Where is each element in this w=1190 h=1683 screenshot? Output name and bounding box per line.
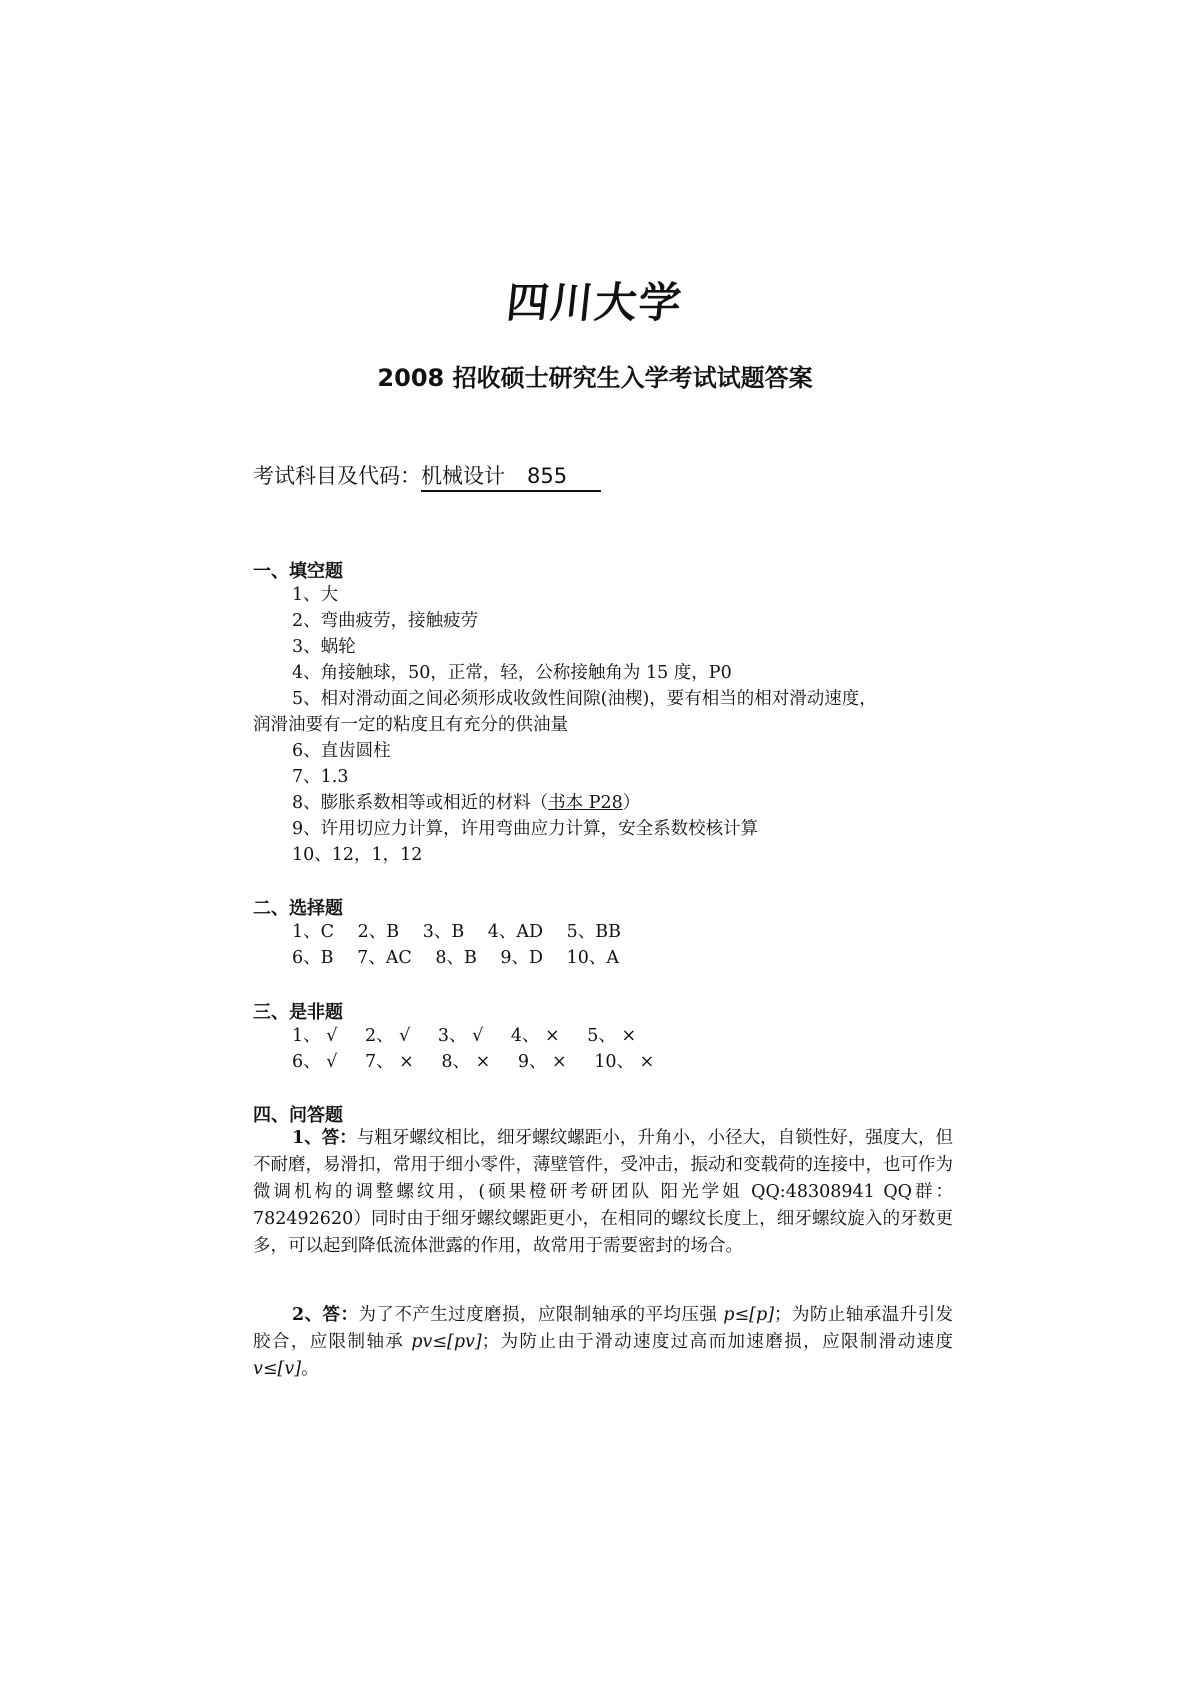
answer-text: ；为防止轴承温升引发胶合，应限制轴承 bbox=[253, 1305, 954, 1352]
true-false-answer: 6、 √ bbox=[292, 1052, 338, 1072]
choice-answer: 3、B bbox=[422, 922, 465, 942]
item8-reference: 书本 P28 bbox=[548, 793, 623, 813]
true-false-row-2 bbox=[292, 1050, 676, 1075]
list-item: 2、弯曲疲劳，接触疲劳 bbox=[292, 611, 479, 631]
true-false-answer: 9、 × bbox=[517, 1052, 567, 1072]
subject-line bbox=[253, 460, 601, 492]
list-item: 6、直齿圆柱 bbox=[292, 741, 391, 761]
exam-title: 2008 招收硕士研究生入学考试试题答案 bbox=[377, 364, 813, 392]
subject-value bbox=[421, 462, 601, 492]
list-item: 4、角接触球，50，正常，轻，公称接触角为 15 度，P0 bbox=[292, 663, 732, 683]
list-item: 3、蜗轮 bbox=[292, 637, 356, 657]
answer-paragraph-2 bbox=[253, 1302, 953, 1383]
answer-paragraph-1 bbox=[253, 1125, 953, 1260]
formula: pv≤[pv] bbox=[411, 1332, 482, 1352]
answer-text: 与粗牙螺纹相比，细牙螺纹螺距小，升角小，小径大，自锁性好，强度大，但不耐磨，易滑扣，常用于细小零件，薄壁管件，受冲击，振动和变载荷的连接中，也可作为微调机构的调整螺纹用，(硕果橙研考研团队 阳光学姐 QQ:48308941 QQ群：782492620）同时由于细牙螺纹螺距更小，在相同的螺纹长度上，细牙螺纹旋入的牙数更多，可以起到降低流体泄露的作用，故常用于需要密封的场合。 bbox=[253, 1128, 953, 1256]
university-title: 四川大学 bbox=[504, 278, 686, 327]
subject-name: 机械设计 bbox=[421, 464, 505, 488]
true-false-answer: 10、 × bbox=[594, 1052, 655, 1072]
list-item: 1、大 bbox=[292, 585, 339, 605]
choice-answer: 7、AC bbox=[357, 948, 412, 968]
true-false-row-1 bbox=[292, 1024, 658, 1049]
choice-answer: 5、BB bbox=[566, 922, 622, 942]
answer-text: 为了不产生过度磨损，应限制轴承的平均压强 bbox=[358, 1305, 724, 1325]
answer-label: 2、答： bbox=[292, 1305, 359, 1325]
list-item: 5、相对滑动面之间必须形成收敛性间隙(油楔)，要有相当的相对滑动速度， bbox=[292, 689, 877, 709]
formula: p≤[p] bbox=[723, 1305, 775, 1325]
answer-label: 1、答： bbox=[292, 1128, 357, 1148]
answer-text: ；为防止由于滑动速度过高而加速磨损，应限制滑动速度 bbox=[481, 1332, 954, 1352]
section-heading-multiple-choice: 二、选择题 bbox=[253, 898, 343, 919]
answer-text: 。 bbox=[301, 1359, 319, 1379]
true-false-answer: 2、 √ bbox=[364, 1026, 411, 1046]
true-false-answer: 5、 × bbox=[587, 1026, 637, 1046]
list-item: 10、12，1，12 bbox=[292, 845, 423, 865]
choice-answer: 8、B bbox=[435, 948, 477, 968]
true-false-answer: 4、 × bbox=[510, 1026, 560, 1046]
choice-answer: 6、B bbox=[292, 948, 334, 968]
item8-text: 8、膨胀系数相等或相近的材料（ bbox=[292, 793, 549, 813]
formula: v≤[v] bbox=[253, 1359, 302, 1379]
true-false-answer: 7、 × bbox=[364, 1052, 414, 1072]
section-heading-true-false: 三、是非题 bbox=[253, 1002, 343, 1023]
list-item bbox=[292, 791, 640, 816]
true-false-answer: 8、 × bbox=[441, 1052, 491, 1072]
item8-close: ） bbox=[622, 793, 641, 813]
subject-code: 855 bbox=[527, 464, 568, 488]
section-heading-short-answer: 四、问答题 bbox=[253, 1105, 343, 1126]
choice-answer: 10、A bbox=[566, 948, 620, 968]
true-false-answer: 1、 √ bbox=[292, 1026, 338, 1046]
choice-answer: 2、B bbox=[357, 922, 400, 942]
true-false-answer: 3、 √ bbox=[437, 1026, 484, 1046]
list-item-continuation: 润滑油要有一定的粘度且有充分的供油量 bbox=[253, 715, 568, 735]
choice-answer: 4、AD bbox=[487, 922, 544, 942]
choice-row-1 bbox=[292, 920, 639, 945]
choice-row-2 bbox=[292, 946, 637, 971]
list-item: 7、1.3 bbox=[292, 767, 349, 787]
section-heading-fill-blank: 一、填空题 bbox=[253, 561, 343, 582]
list-item: 9、许用切应力计算，许用弯曲应力计算，安全系数校核计算 bbox=[292, 819, 759, 839]
choice-answer: 9、D bbox=[500, 948, 544, 968]
choice-answer: 1、C bbox=[292, 922, 335, 942]
subject-label: 考试科目及代码： bbox=[253, 464, 421, 488]
